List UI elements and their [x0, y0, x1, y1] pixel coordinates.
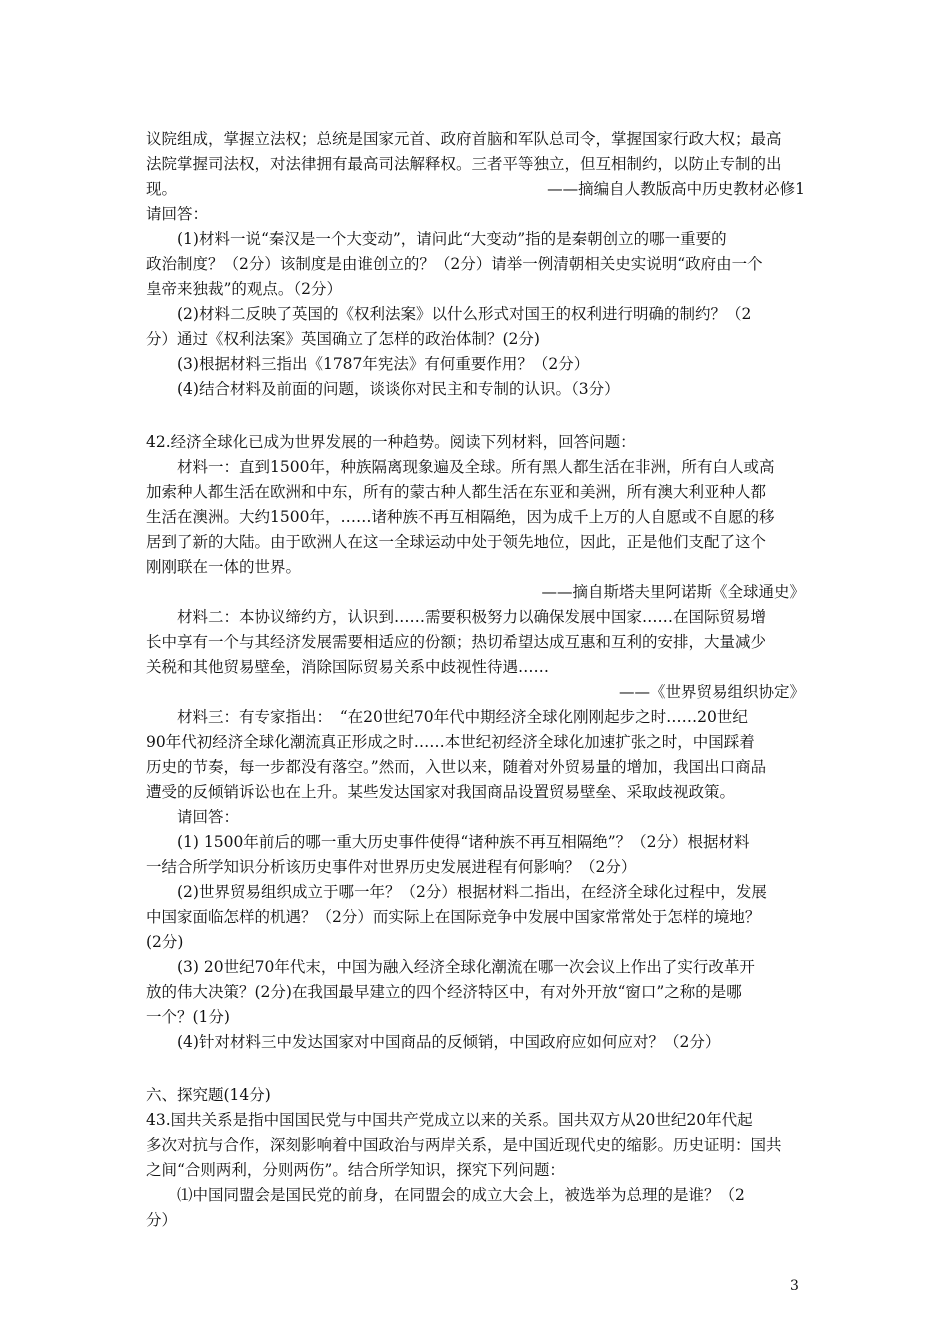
- question-item: (4)针对材料三中发达国家对中国商品的反倾销，中国政府应如何应对？（2分）: [177, 1033, 721, 1051]
- question-item: (3) 20世纪70年代末，中国为融入经济全球化潮流在哪一次会议上作出了实行改革开: [177, 958, 755, 976]
- question-item: (4)结合材料及前面的问题，谈谈你对民主和专制的认识。（3分）: [177, 380, 620, 398]
- material-line: 材料一：直到1500年，种族隔离现象遍及全球。所有黑人都生活在非洲，所有白人或高: [177, 458, 775, 476]
- question-item: (2)世界贸易组织成立于哪一年？（2分）根据材料二指出，在经济全球化过程中，发展: [177, 883, 767, 901]
- text-line: 之间“合则两利，分则两伤”。结合所学知识，探究下列问题：: [146, 1161, 565, 1179]
- question-heading: 42.经济全球化已成为世界发展的一种趋势。阅读下列材料，回答问题：: [146, 433, 636, 451]
- source-citation: ——摘自斯塔夫里阿诺斯《全球通史》: [541, 583, 805, 601]
- question-item: (1) 1500年前后的哪一重大历史事件使得“诸种族不再互相隔绝”？（2分）根据材料: [177, 833, 750, 851]
- text-line: 皇帝来独裁”的观点。（2分）: [146, 280, 343, 298]
- text-line: 多次对抗与合作，深刻影响着中国政治与两岸关系，是中国近现代史的缩影。历史证明：国共: [146, 1136, 782, 1154]
- text-line: 遭受的反倾销诉讼也在上升。某些发达国家对我国商品设置贸易壁垒、采取歧视政策。: [146, 783, 736, 801]
- text-line: 关税和其他贸易壁垒，消除国际贸易关系中歧视性待遇……: [146, 658, 550, 676]
- text-line: 分）: [146, 1211, 178, 1229]
- text-line: 请回答：: [146, 205, 209, 223]
- question-item: ⑴中国同盟会是国民党的前身，在同盟会的成立大会上，被选举为总理的是谁？（2: [177, 1186, 745, 1204]
- text-line: 居到了新的大陆。由于欧洲人在这一全球运动中处于领先地位，因此，正是他们支配了这个: [146, 533, 767, 551]
- source-citation: ——摘编自人教版高中历史教材必修1: [547, 180, 805, 198]
- text-line: 历史的节奏，每一步都没有落空。”然而，入世以来，随着对外贸易量的增加，我国出口商品: [146, 758, 767, 776]
- question-item: (2)材料二反映了英国的《权利法案》以什么形式对国王的权利进行明确的制约？（2: [177, 305, 752, 323]
- text-line: 分）通过《权利法案》英国确立了怎样的政治体制？(2分): [146, 330, 540, 348]
- text-line: 刚刚联在一体的世界。: [146, 558, 302, 576]
- text-line: 放的伟大决策？(2分)在我国最早建立的四个经济特区中，有对外开放“窗口”之称的是哪: [146, 983, 742, 1001]
- question-item: (1)材料一说“秦汉是一个大变动”，请问此“大变动”指的是秦朝创立的哪一重要的: [177, 230, 727, 248]
- text-line: 中国家面临怎样的机遇？（2分）而实际上在国际竞争中发展中国家常常处于怎样的境地？: [146, 908, 761, 926]
- page-number: 3: [790, 1278, 799, 1294]
- text-line: (2分): [146, 933, 184, 951]
- material-line: 材料二：本协议缔约方，认识到……需要积极努力以确保发展中国家……在国际贸易增: [177, 608, 767, 626]
- text-line: 生活在澳洲。大约1500年，……诸种族不再互相隔绝，因为成千上万的人自愿或不自愿的移: [146, 508, 775, 526]
- section-heading: 六、探究题(14分): [146, 1086, 271, 1104]
- text-line: 90年代初经济全球化潮流真正形成之时……本世纪初经济全球化加速扩张之时，中国踩着: [146, 733, 755, 751]
- question-item: (3)根据材料三指出《1787年宪法》有何重要作用？（2分）: [177, 355, 590, 373]
- text-line: 一个？(1分): [146, 1008, 230, 1026]
- text-line: 政治制度？（2分）该制度是由谁创立的？（2分）请举一例清朝相关史实说明“政府由一个: [146, 255, 763, 273]
- question-heading: 43.国共关系是指中国国民党与中国共产党成立以来的关系。国共双方从20世纪20年代起: [146, 1111, 753, 1129]
- text-line: 法院掌握司法权，对法律拥有最高司法解释权。三者平等独立，但互相制约，以防止专制的出: [146, 155, 782, 173]
- text-line: 议院组成，掌握立法权；总统是国家元首、政府首脑和军队总司令，掌握国家行政大权；最高: [146, 130, 782, 148]
- source-citation: ——《世界贸易组织协定》: [618, 683, 805, 701]
- text-line: 一结合所学知识分析该历史事件对世界历史发展进程有何影响？（2分）: [146, 858, 637, 876]
- text-line: 请回答：: [177, 808, 240, 826]
- text-line: 现。: [146, 180, 178, 198]
- text-line: 加索种人都生活在欧洲和中东，所有的蒙古种人都生活在东亚和美洲，所有澳大利亚种人都: [146, 483, 767, 501]
- material-line: 材料三：有专家指出： “在20世纪70年代中期经济全球化刚刚起步之时……20世纪: [177, 708, 748, 726]
- text-line: 长中享有一个与其经济发展需要相适应的份额；热切希望达成互惠和互利的安排，大量减少: [146, 633, 767, 651]
